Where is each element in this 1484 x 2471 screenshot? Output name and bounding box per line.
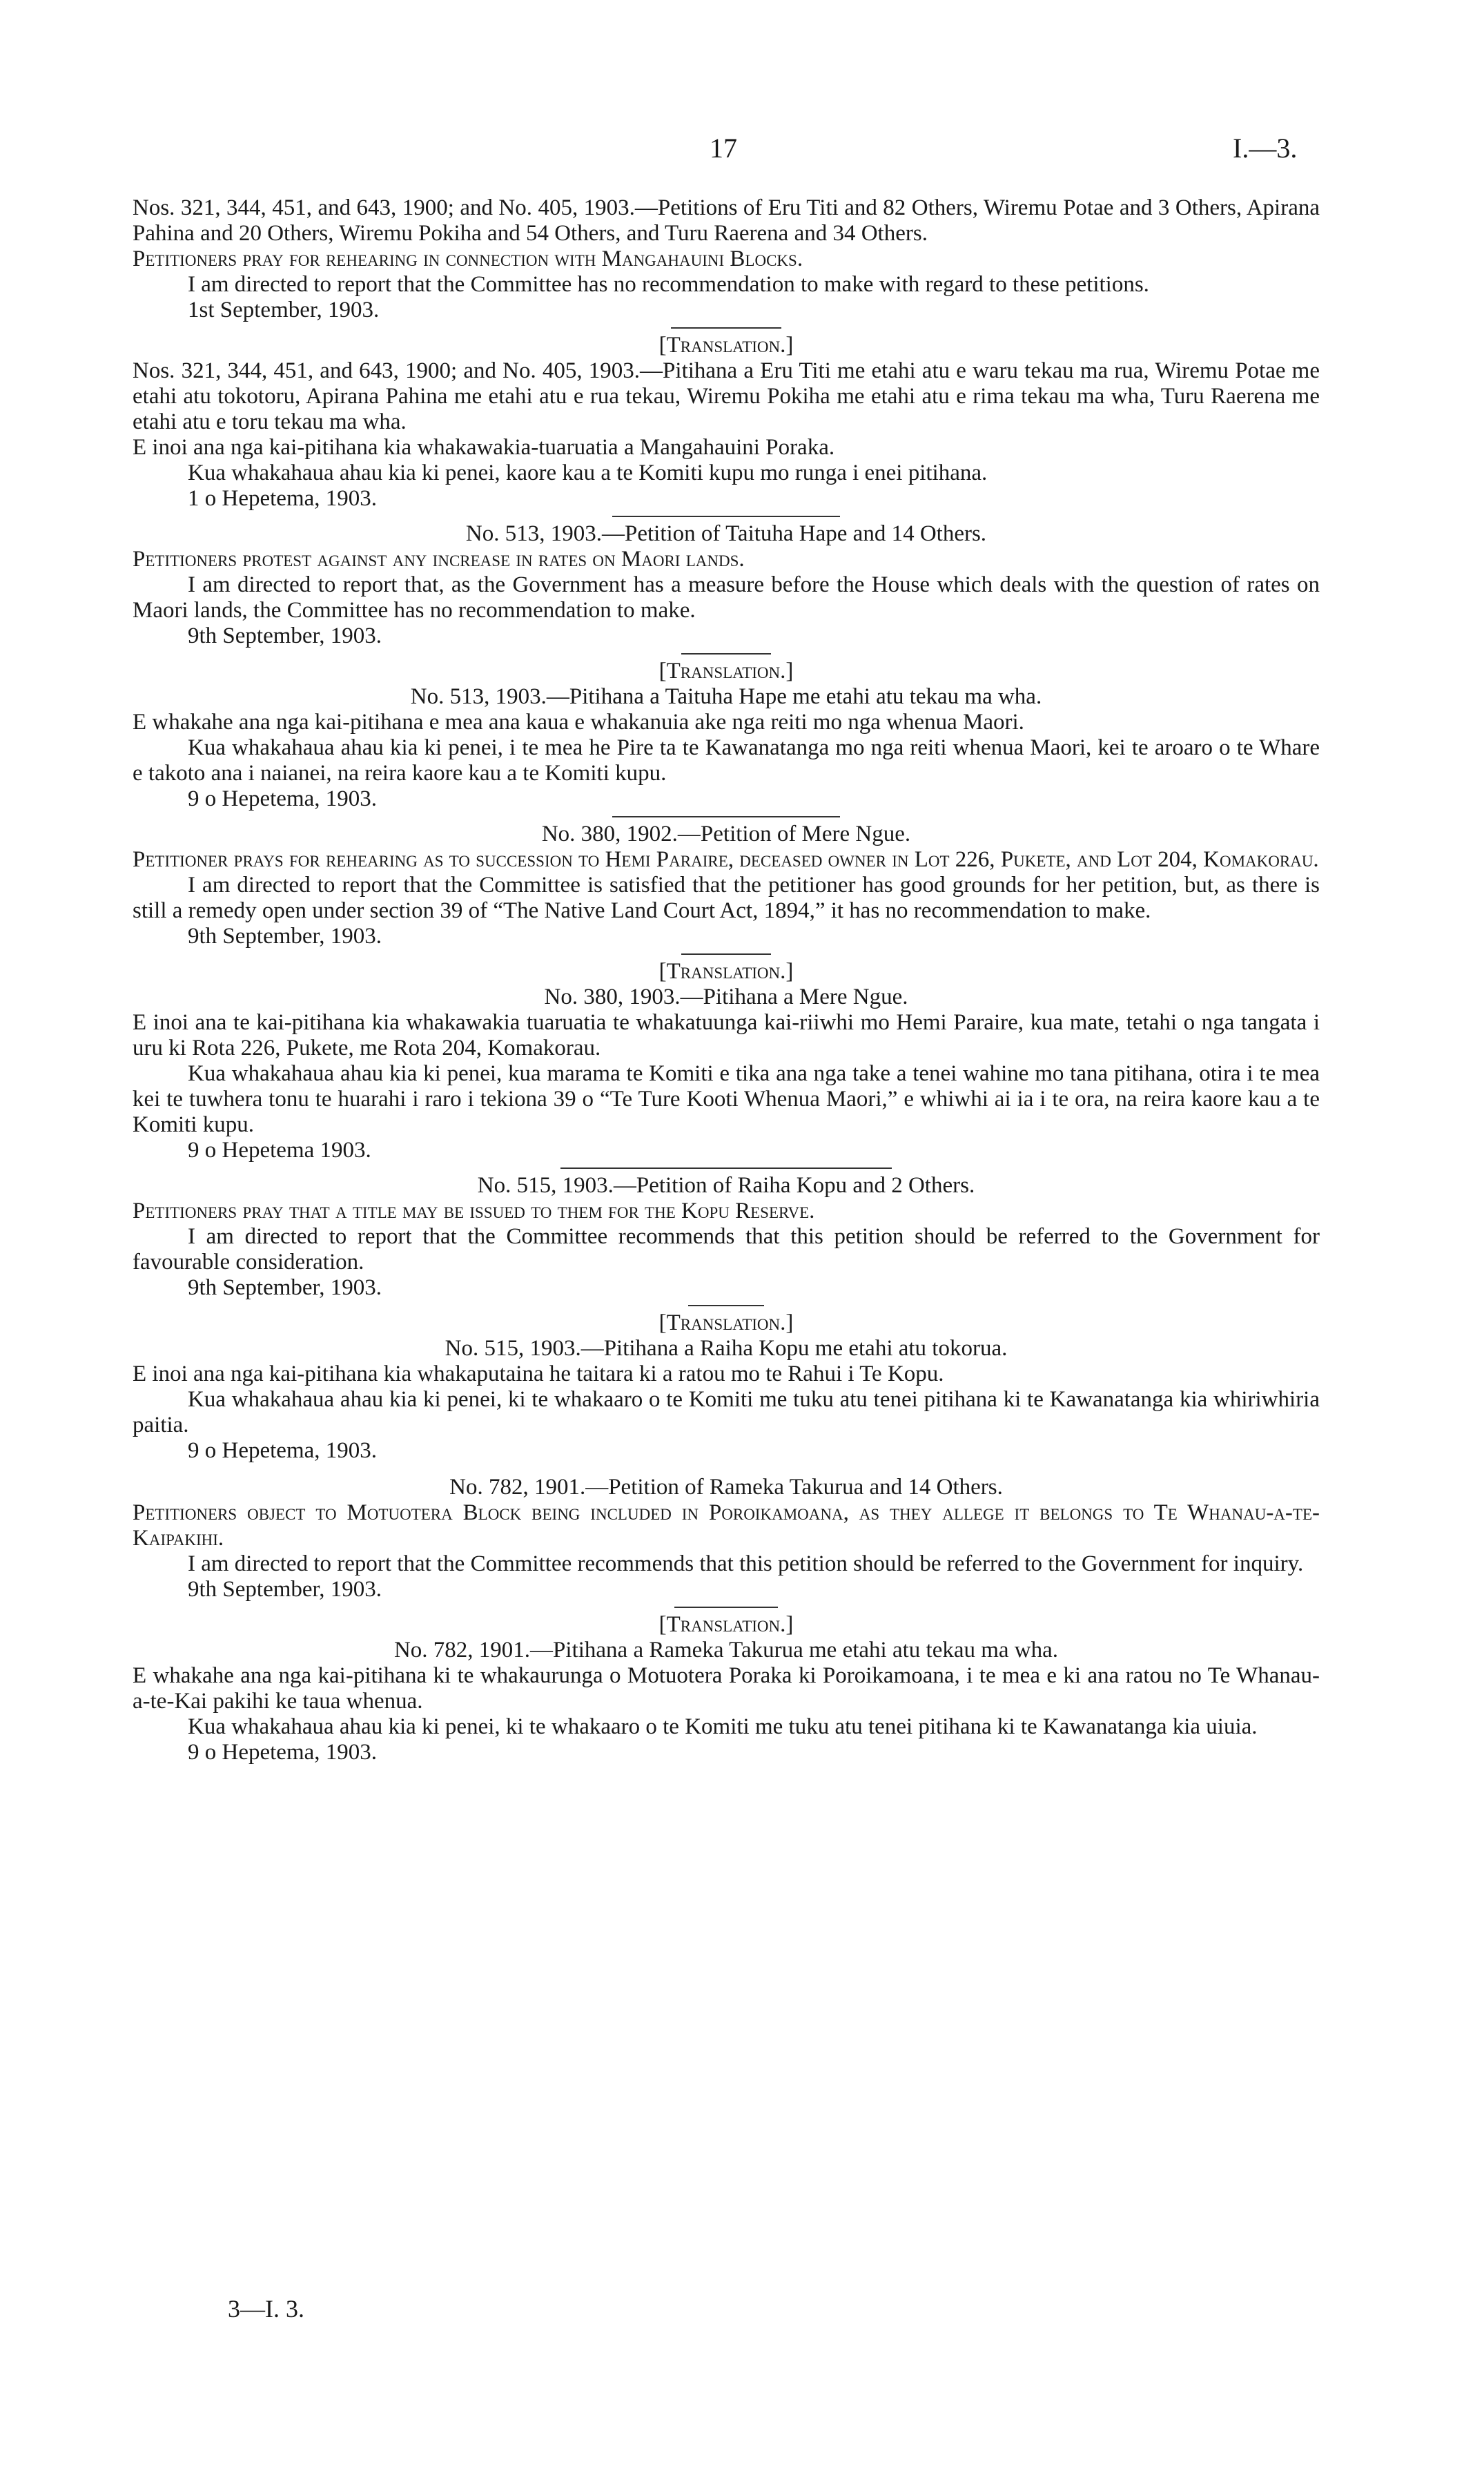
translation-label: [Translation.]	[658, 1612, 794, 1637]
translation-report: Kua whakahaua ahau kia ki penei, kaore kau a te Komiti kupu mo runga i enei pitihana.	[188, 461, 988, 485]
petition-section	[133, 1173, 1320, 1475]
committee-report: I am directed to report that the Committee has no recommendation to make with regard to these petitions.	[188, 272, 1149, 297]
translation-date: 9 o Hepetema, 1903.	[188, 1740, 378, 1765]
document-reference: I.—3.	[1233, 133, 1298, 164]
petition-section	[133, 195, 1320, 517]
committee-report: I am directed to report that, as the Government has a measure before the House which deals with the question of rates on Maori lands, the Committee has no recommendation to make.	[133, 572, 1320, 623]
translation-report: Kua whakahaua ahau kia ki penei, i te mea he Pire ta te Kawanatanga mo nga reiti whenua Maori, kei te aroaro o te Whare e takoto ana i naianei, na reira kaore kau a te Komiti kupu.	[133, 735, 1320, 786]
petition-prayer: Petitioner prays for rehearing as to succession to Hemi Paraire, deceased owner in Lot 226, Pukete, and Lot 204, Komakorau.	[133, 847, 1319, 872]
translation-label: [Translation.]	[658, 333, 794, 358]
petition-heading: No. 513, 1903.—Petition of Taituha Hape and 14 Others.	[465, 521, 987, 546]
section-divider	[560, 1167, 892, 1169]
petition-section	[133, 1475, 1320, 1765]
translation-label: [Translation.]	[658, 1310, 794, 1335]
translation-heading: Nos. 321, 344, 451, and 643, 1900; and No. 405, 1903.—Pitihana a Eru Titi me etahi atu e waru tekau ma rua, Wiremu Potae me etahi atu tokotoru, Apirana Pahina me etahi atu e rua tekau, Wiremu Pokiha me etahi atu e rima tekau ma wha, Turu Raerena me etahi atu e toru tekau ma wha.	[133, 358, 1320, 434]
divider	[681, 653, 771, 655]
translation-date: 1 o Hepetema, 1903.	[188, 486, 378, 511]
translation-heading: No. 513, 1903.—Pitihana a Taituha Hape me etahi atu tekau ma wha.	[410, 684, 1042, 709]
translation-label: [Translation.]	[658, 959, 794, 984]
translation-prayer: E whakahe ana nga kai-pitihana e mea ana kaua e whakanuia ake nga reiti mo nga whenua Maori.	[133, 710, 1024, 735]
translation-heading: No. 515, 1903.—Pitihana a Raiha Kopu me etahi atu tokorua.	[445, 1336, 1008, 1361]
translation-date: 9 o Hepetema, 1903.	[188, 786, 378, 811]
translation-report: Kua whakahaua ahau kia ki penei, ki te whakaaro o te Komiti me tuku atu tenei pitihana ki te Kawanatanga kia uiuia.	[188, 1714, 1258, 1739]
divider	[674, 1607, 778, 1608]
petition-heading: No. 515, 1903.—Petition of Raiha Kopu and 2 Others.	[477, 1173, 975, 1198]
translation-heading: No. 380, 1903.—Pitihana a Mere Ngue.	[544, 985, 908, 1009]
petition-section	[133, 822, 1320, 1169]
translation-heading: No. 782, 1901.—Pitihana a Rameka Takurua me etahi atu tekau ma wha.	[393, 1638, 1059, 1663]
section-divider	[612, 816, 840, 817]
section-divider	[612, 516, 840, 517]
committee-report: I am directed to report that the Committee is satisfied that the petitioner has good grounds for her petition, but, as there is still a remedy open under section 39 of “The Native Land Court Act, 1894,” it has no recommendation to make.	[133, 873, 1320, 923]
report-date: 1st September, 1903.	[188, 298, 380, 322]
sheet-signature-mark: 3—I. 3.	[228, 2295, 304, 2323]
report-date: 9th September, 1903.	[188, 924, 382, 949]
translation-prayer: E whakahe ana nga kai-pitihana ki te whakaurunga o Motuotera Poraka ki Poroikamoana, i te mea e ki ana ratou no Te Whanau-a-te-Kai pakihi ke taua whenua.	[133, 1663, 1320, 1714]
divider	[688, 1305, 764, 1306]
report-date: 9th September, 1903.	[188, 1275, 382, 1300]
petition-prayer: Petitioners protest against any increase in rates on Maori lands.	[133, 547, 745, 572]
petition-heading: Nos. 321, 344, 451, and 643, 1900; and No. 405, 1903.—Petitions of Eru Titi and 82 Others, Wiremu Potae and 3 Others, Apirana Pahina and 20 Others, Wiremu Pokiha and 54 Others, and Turu Raerena and 34 Others.	[133, 195, 1320, 246]
report-date: 9th September, 1903.	[188, 623, 382, 648]
translation-report: Kua whakahaua ahau kia ki penei, kua marama te Komiti e tika ana nga take a tenei wahine mo tana pitihana, otira i te mea kei te tuwhera tonu te huarahi i raro i tekiona 39 o “Te Ture Kooti Whenua Maori,” e whiwhi ai ia i te ora, na reira kaore kau a te Komiti kupu.	[133, 1061, 1320, 1137]
report-date: 9th September, 1903.	[188, 1577, 382, 1602]
translation-report: Kua whakahaua ahau kia ki penei, ki te whakaaro o te Komiti me tuku atu tenei pitihana ki te Kawanatanga kia whiriwhiria paitia.	[133, 1387, 1320, 1437]
translation-prayer: E inoi ana nga kai-pitihana kia whakawakia-tuaruatia a Mangahauini Poraka.	[133, 435, 835, 460]
committee-report: I am directed to report that the Committee recommends that this petition should be referred to the Government for inquiry.	[188, 1551, 1304, 1576]
translation-prayer: E inoi ana te kai-pitihana kia whakawakia tuaruatia te whakatuunga kai-riiwhi mo Hemi Paraire, kua mate, tetahi o nga tangata i uru ki Rota 226, Pukete, me Rota 204, Komakorau.	[133, 1010, 1320, 1060]
petition-prayer: Petitioners object to Motuotera Block being included in Poroikamoana, as they allege it belongs to Te Whanau-a-te-Kaipakihi.	[133, 1500, 1320, 1551]
translation-prayer: E inoi ana nga kai-pitihana kia whakaputaina he taitara ki a ratou mo te Rahui i Te Kopu.	[133, 1362, 944, 1386]
divider	[681, 953, 771, 955]
petition-prayer: Petitioners pray for rehearing in connection with Mangahauini Blocks.	[133, 246, 803, 271]
petitions-column	[133, 195, 1320, 1765]
divider	[671, 327, 781, 329]
translation-date: 9 o Hepetema 1903.	[188, 1138, 371, 1163]
petition-section	[133, 521, 1320, 817]
translation-date: 9 o Hepetema, 1903.	[188, 1438, 378, 1463]
petition-heading: No. 782, 1901.—Petition of Rameka Takurua and 14 Others.	[449, 1475, 1003, 1500]
committee-report: I am directed to report that the Committee recommends that this petition should be referred to the Government for favourable consideration.	[133, 1224, 1320, 1275]
petition-prayer: Petitioners pray that a title may be issued to them for the Kopu Reserve.	[133, 1199, 815, 1223]
petition-heading: No. 380, 1902.—Petition of Mere Ngue.	[541, 822, 911, 846]
page-number: 17	[710, 133, 737, 164]
translation-label: [Translation.]	[658, 659, 794, 684]
